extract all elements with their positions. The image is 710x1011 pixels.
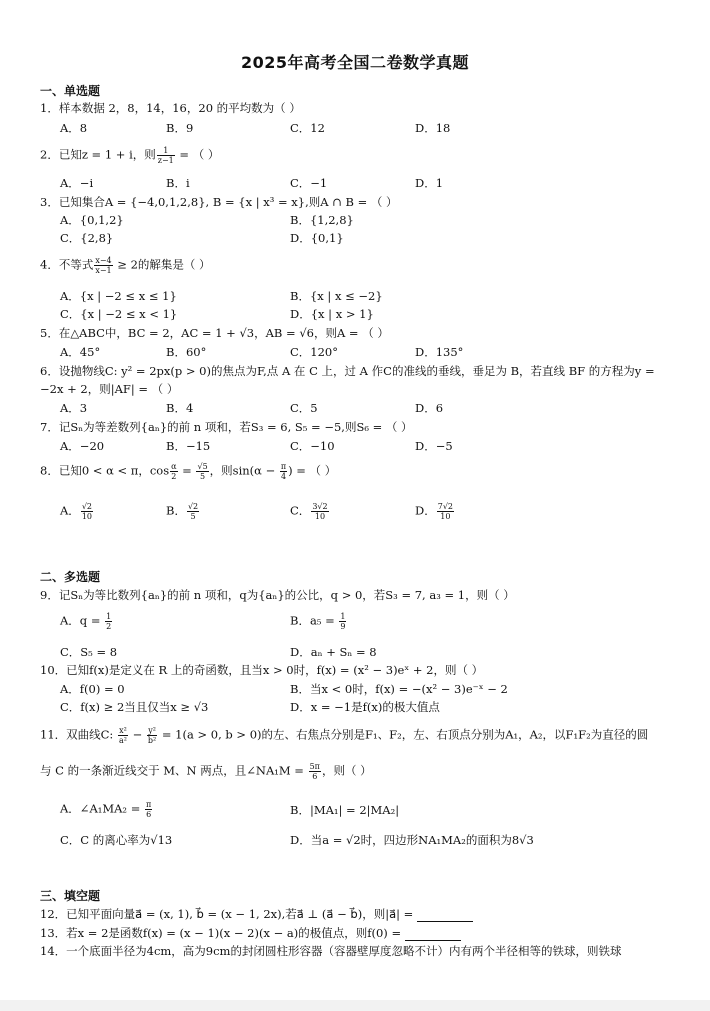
question-8-fraction-3 xyxy=(280,462,287,481)
fraction-numerator: 1 xyxy=(157,146,175,156)
fraction-numerator: 1 xyxy=(106,612,112,621)
question-2-stem xyxy=(40,146,219,165)
fraction-denominator: 9 xyxy=(340,622,346,631)
question-4-stem xyxy=(40,256,211,275)
fraction-denominator: 10 xyxy=(314,512,326,521)
question-11-stem-part-c: = 1(a > 0, b > 0)的左、右焦点分别是F₁、F₂，左、右顶点分别为A₁，A₂，以F₁F₂为直径的圆 xyxy=(158,727,649,742)
question-10-stem: 10．已知f(x)是定义在 R 上的奇函数，且当x > 0时，f(x) = (x² − 3)eˣ + 2，则（ ） xyxy=(40,663,484,677)
question-1-option-b: B．9 xyxy=(166,121,194,135)
question-7-stem: 7．记Sₙ为等差数列{aₙ}的前 n 项和，若S₃ = 6, S₅ = −5,则S₆ = （ ） xyxy=(40,420,413,434)
section-heading-single-choice: 一、单选题 xyxy=(40,84,101,98)
question-5-option-a: A．45° xyxy=(60,345,101,359)
fraction-numerator: y² xyxy=(148,726,156,735)
question-3-option-d: D．{0,1} xyxy=(290,231,344,245)
question-2-option-a: A．−i xyxy=(60,176,94,190)
fraction-denominator: 6 xyxy=(146,810,152,819)
option-label: A．q = xyxy=(60,613,105,628)
option-fraction xyxy=(145,800,152,819)
question-11-stem-line-2 xyxy=(40,762,372,781)
question-2-stem-text: 2．已知z = 1 + i，则 xyxy=(40,147,156,162)
question-11-stem2-text: 与 C 的一条渐近线交于 M、N 两点，且∠NA₁M = xyxy=(40,763,308,778)
question-9-option-a xyxy=(60,612,113,631)
question-4-stem-text: 4．不等式 xyxy=(40,257,94,272)
question-6-option-c: C．5 xyxy=(290,401,318,415)
question-10-option-d: D．x = −1是f(x)的极大值点 xyxy=(290,700,440,714)
option-label: B．a₅ = xyxy=(290,613,339,628)
page-title: 2025年高考全国二卷数学真题 xyxy=(240,53,470,72)
question-1-option-d: D．18 xyxy=(415,121,451,135)
fraction-denominator: 2 xyxy=(171,472,177,481)
question-6-option-b: B．4 xyxy=(166,401,194,415)
question-4-option-c: C．{x | −2 ≤ x < 1} xyxy=(60,307,178,321)
option-fraction xyxy=(81,502,93,521)
question-5-option-b: B．60° xyxy=(166,345,207,359)
fraction-denominator: 5 xyxy=(190,512,196,521)
question-8-option-a xyxy=(60,502,94,521)
question-12 xyxy=(40,906,473,922)
question-7-option-b: B．−15 xyxy=(166,439,211,453)
question-3-stem: 3．已知集合A = {−4,0,1,2,8}, B = {x | x³ = x},则A ∩ B = （ ） xyxy=(40,195,398,209)
question-11-fraction-3 xyxy=(309,762,321,781)
question-2-stem-tail: = （ ） xyxy=(175,147,220,162)
question-4-option-b: B．{x | x ≤ −2} xyxy=(290,289,383,303)
fraction-denominator: 6 xyxy=(312,772,318,781)
question-6-option-a: A．3 xyxy=(60,401,88,415)
section-heading-fill-in: 三、填空题 xyxy=(40,889,101,903)
question-10-option-b: B．当x < 0时，f(x) = −(x² − 3)e⁻ˣ − 2 xyxy=(290,682,508,696)
question-8-stem-part-c: ，则sin(α − xyxy=(209,463,279,478)
question-7-option-c: C．−10 xyxy=(290,439,335,453)
question-2-option-c: C．−1 xyxy=(290,176,328,190)
question-11-option-b: B．|MA₁| = 2|MA₂| xyxy=(290,803,400,817)
question-8-option-c xyxy=(290,502,330,521)
fraction-denominator: x−1 xyxy=(95,266,112,275)
question-5-stem: 5．在△ABC中，BC = 2，AC = 1 + √3，AB = √6，则A = （ ） xyxy=(40,326,389,340)
question-6-option-d: D．6 xyxy=(415,401,444,415)
option-fraction xyxy=(187,502,199,521)
fraction-numerator: √2 xyxy=(187,502,199,511)
fraction-denominator: 10 xyxy=(81,512,92,521)
question-8-stem xyxy=(40,462,336,481)
question-11-option-c: C．C 的离心率为√13 xyxy=(60,833,173,847)
fraction-numerator: x² xyxy=(119,726,127,735)
question-3-option-a: A．{0,1,2} xyxy=(60,213,124,227)
question-9-option-d: D．aₙ + Sₙ = 8 xyxy=(290,645,377,659)
fraction-numerator: √2 xyxy=(81,502,92,511)
option-fraction xyxy=(105,612,112,631)
question-1-stem: 1．样本数据 2，8，14，16，20 的平均数为（ ） xyxy=(40,101,301,115)
fraction-numerator: 7√2 xyxy=(437,502,454,511)
question-4-fraction xyxy=(94,256,112,275)
fraction-numerator: α xyxy=(171,462,177,471)
fraction-numerator: √5 xyxy=(197,462,208,471)
question-11-fraction-1 xyxy=(118,726,128,745)
option-label: C． xyxy=(290,503,311,518)
question-8-fraction-1 xyxy=(170,462,177,481)
question-13 xyxy=(40,925,461,941)
question-4-option-a: A．{x | −2 ≤ x ≤ 1} xyxy=(60,289,177,303)
option-fraction xyxy=(437,502,454,521)
option-fraction xyxy=(311,502,328,521)
question-10-option-c: C．f(x) ≥ 2当且仅当x ≥ √3 xyxy=(60,700,209,714)
section-heading-multiple-choice: 二、多选题 xyxy=(40,570,101,584)
answer-blank[interactable] xyxy=(405,928,461,941)
option-label: D． xyxy=(415,503,436,518)
question-9-option-c: C．S₅ = 8 xyxy=(60,645,118,659)
question-11-option-a xyxy=(60,800,153,819)
question-7-option-a: A．−20 xyxy=(60,439,105,453)
question-8-fraction-2 xyxy=(196,462,208,481)
question-13-stem: 13．若x = 2是函数f(x) = (x − 1)(x − 2)(x − a)的极值点，则f(0) = xyxy=(40,926,405,940)
fraction-numerator: 3√2 xyxy=(312,502,328,511)
question-8-option-b xyxy=(166,502,200,521)
fraction-denominator: a² xyxy=(118,736,127,745)
question-3-option-c: C．{2,8} xyxy=(60,231,114,245)
question-1-option-c: C．12 xyxy=(290,121,325,135)
question-2-fraction xyxy=(157,146,175,165)
answer-blank[interactable] xyxy=(417,909,473,922)
question-6-stem-line-1: 6．设抛物线C: y² = 2px(p > 0)的焦点为F,点 A 在 C 上，过 A 作C的准线的垂线，垂足为 B，若直线 BF 的方程为y = xyxy=(40,364,655,378)
fraction-numerator: x−4 xyxy=(95,256,112,265)
fraction-denominator: 2 xyxy=(106,622,112,631)
fraction-numerator: π xyxy=(146,800,152,809)
question-2-option-d: D．1 xyxy=(415,176,444,190)
fraction-denominator: 4 xyxy=(280,472,287,481)
fraction-numerator: π xyxy=(280,462,287,471)
question-8-option-d xyxy=(415,502,455,521)
page-bottom-edge xyxy=(0,1000,710,1011)
question-8-stem-text: 8．已知0 < α < π，cos xyxy=(40,463,170,478)
fraction-numerator: 1 xyxy=(340,612,346,621)
question-5-option-d: D．135° xyxy=(415,345,464,359)
option-label: A．∠A₁MA₂ = xyxy=(60,801,144,816)
fraction-denominator: 10 xyxy=(440,512,451,521)
question-8-stem-part-d: ) = （ ） xyxy=(288,463,337,478)
question-9-stem: 9．记Sₙ为等比数列{aₙ}的前 n 项和，q为{aₙ}的公比，q > 0，若S₃ = 7, a₃ = 1，则（ ） xyxy=(40,588,515,602)
fraction-denominator: 5 xyxy=(200,472,206,481)
fraction-denominator: z−1 xyxy=(157,156,174,165)
fraction-numerator: 5π xyxy=(309,762,320,771)
option-fraction xyxy=(339,612,346,631)
question-6-stem-line-2: −2x + 2，则|AF| = （ ） xyxy=(40,382,179,396)
question-4-stem-tail: ≥ 2的解集是（ ） xyxy=(113,257,211,272)
question-12-stem: 12．已知平面向量a⃗ = (x, 1), b⃗ = (x − 1, 2x),若a⃗ ⊥ (a⃗ − b⃗)，则|a⃗| = xyxy=(40,907,417,921)
option-label: B． xyxy=(166,503,186,518)
question-1-option-a: A．8 xyxy=(60,121,88,135)
question-11-stem-line-1 xyxy=(40,726,648,745)
question-14-stem: 14．一个底面半径为4cm，高为9cm的封闭圆柱形容器（容器壁厚度忽略不计）内有两个半径相等的铁球，则铁球 xyxy=(40,944,622,958)
option-label: A． xyxy=(60,503,80,518)
question-3-option-b: B．{1,2,8} xyxy=(290,213,354,227)
question-11-stem2-tail: ，则（ ） xyxy=(321,763,372,778)
question-11-stem-part-b: − xyxy=(128,727,146,742)
question-4-option-d: D．{x | x > 1} xyxy=(290,307,374,321)
question-9-option-b xyxy=(290,612,347,631)
question-7-option-d: D．−5 xyxy=(415,439,453,453)
question-10-option-a: A．f(0) = 0 xyxy=(60,682,125,696)
question-11-option-d: D．当a = √2时，四边形NA₁MA₂的面积为8√3 xyxy=(290,833,534,847)
question-5-option-c: C．120° xyxy=(290,345,338,359)
question-11-stem-text: 11．双曲线C: xyxy=(40,727,117,742)
fraction-denominator: b² xyxy=(147,736,157,745)
question-8-stem-part-b: = xyxy=(178,463,196,478)
question-11-fraction-2 xyxy=(147,726,157,745)
question-2-option-b: B．i xyxy=(166,176,190,190)
